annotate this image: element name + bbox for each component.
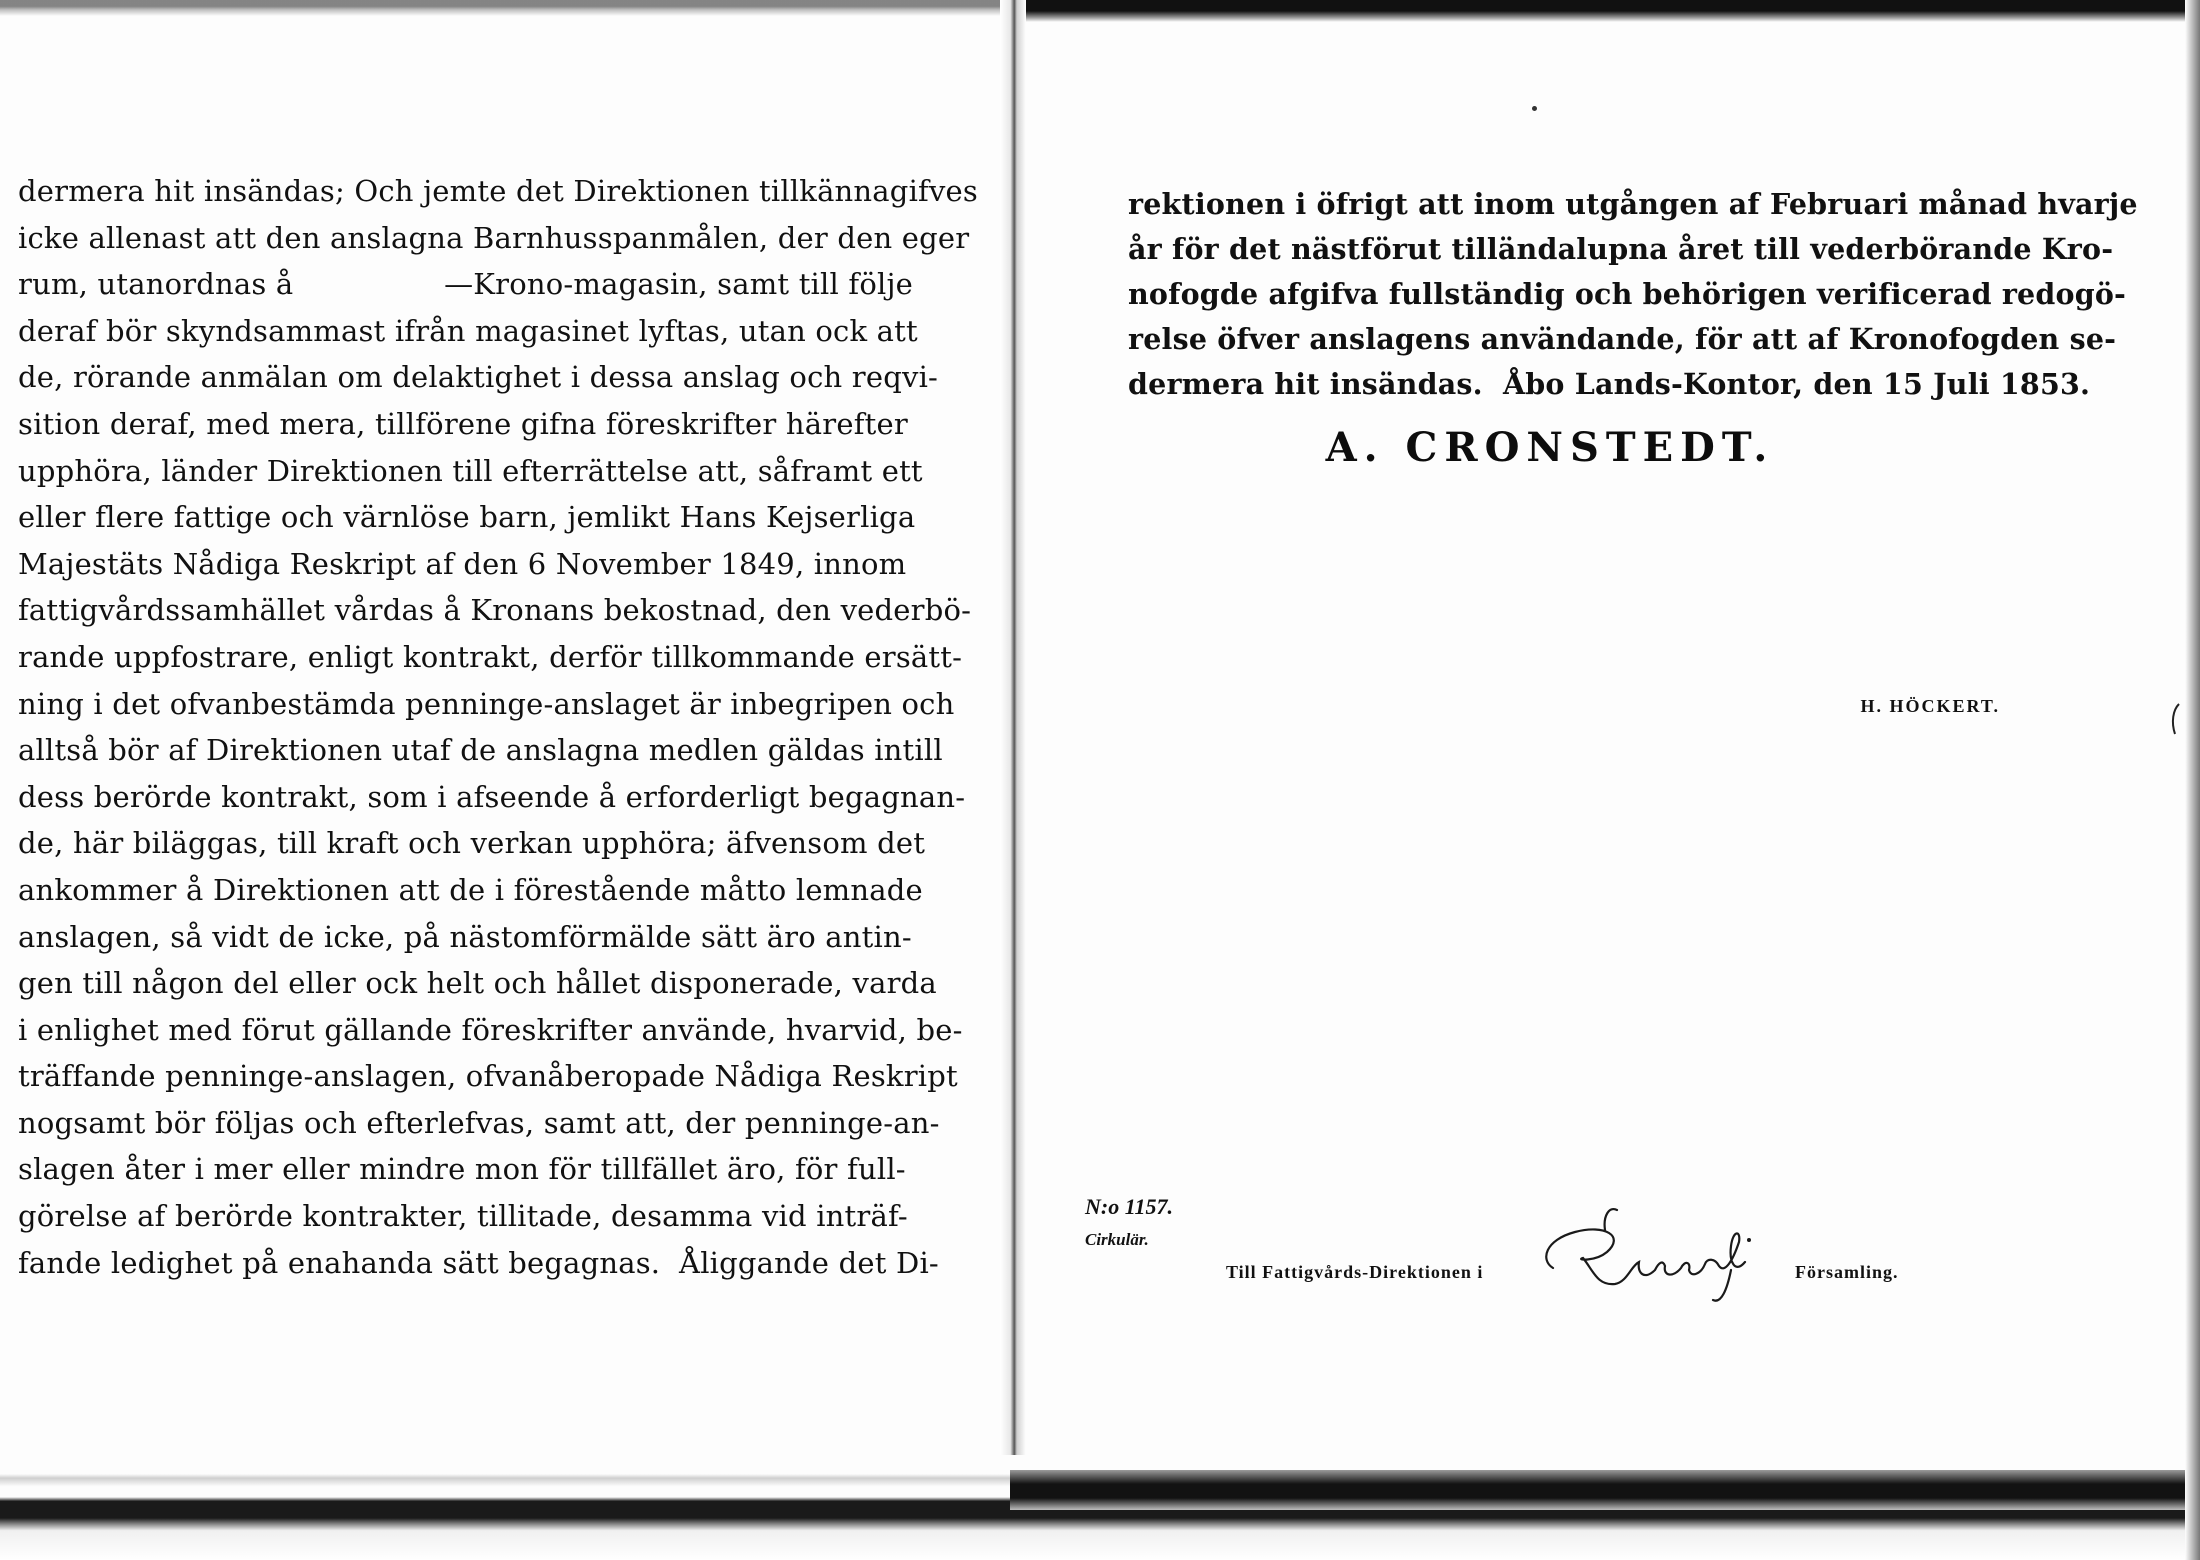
left-line: rum, utanordnas å —Krono-magasin, samt till följe [18, 267, 914, 302]
left-line: rande uppfostrare, enligt kontrakt, derför tillkommande ersätt- [18, 639, 963, 674]
edge-mark [2165, 700, 2185, 740]
left-line: dess berörde kontrakt, som i afseende å erforderligt begagnan- [18, 779, 966, 814]
left-line: de, här biläggas, till kraft och verkan upphöra; äfvensom det [18, 826, 926, 861]
left-line: gen till någon del eller ock helt och hållet disponerade, varda [18, 966, 937, 1001]
left-line: anslagen, så vidt de icke, på nästomförmälde sätt äro antin- [18, 919, 912, 954]
address-prefix: Till Fattigvårds-Direktionen i [1226, 1262, 1484, 1282]
address-suffix: Församling. [1795, 1262, 1899, 1282]
scan-bottom-band-right [1010, 1470, 2200, 1510]
signature-cronstedt: A. CRONSTEDT. [1325, 424, 1775, 471]
right-line: år för det nästförut tilländalupna året till vederbörande Kro- [1128, 232, 2114, 266]
left-line: i enlighet med förut gällande föreskrifter använde, hvarvid, be- [18, 1012, 963, 1047]
left-line: Majestäts Nådiga Reskript af den 6 November 1849, innom [18, 546, 907, 581]
circular-number: N:o 1157. [1085, 1194, 1173, 1219]
right-line: dermera hit insändas. Åbo Lands-Kontor, den 15 Juli 1853. [1128, 367, 2091, 401]
left-line: dermera hit insändas; Och jemte det Direktionen tillkännagifves [18, 174, 978, 208]
right-line: nofogde afgifva fullständig och behörigen verificerad redogö- [1128, 277, 2127, 311]
circular-label: Cirkulär. [1085, 1230, 1149, 1249]
left-line: träffande penninge-anslagen, ofvanåberopade Nådiga Reskript [18, 1059, 958, 1094]
left-line: ning i det ofvanbestämda penninge-anslaget är inbegripen och [18, 686, 955, 721]
left-line: sition deraf, med mera, tillförene gifna föreskrifter härefter [18, 406, 908, 441]
right-line: rektionen i öfrigt att inom utgången af Februari månad hvarje [1128, 187, 2138, 221]
book-gutter [1000, 0, 1026, 1500]
left-line: nogsamt bör följas och efterlefvas, samt att, der penninge-an- [18, 1105, 940, 1140]
left-line: deraf bör skyndsammast ifrån magasinet lyftas, utan ock att [18, 313, 918, 348]
scan-top-edge-right [1010, 0, 2200, 22]
left-line: alltså bör af Direktionen utaf de anslagna medlen gäldas intill [18, 733, 943, 768]
left-line: icke allenast att den anslagna Barnhusspanmålen, der den eger [18, 220, 970, 255]
left-line: eller flere fattige och värnlöse barn, jemlikt Hans Kejserliga [18, 500, 916, 535]
handwritten-parish-name [1535, 1200, 1775, 1310]
left-line: de, rörande anmälan om delaktighet i dessa anslag och reqvi- [18, 360, 939, 395]
left-line: slagen åter i mer eller mindre mon för tillfället äro, för full- [18, 1152, 906, 1187]
signature-hockert: H. HÖCKERT. [1860, 696, 2000, 716]
ink-speck [1532, 106, 1537, 111]
right-page-text [1128, 182, 2138, 407]
left-line: fande ledighet på enahanda sätt begagnas. Åliggande det Di- [18, 1245, 939, 1280]
right-line: relse öfver anslagens användande, för att af Kronofogden se- [1128, 322, 2117, 356]
left-page-text [18, 168, 978, 1286]
left-line: görelse af berörde kontrakter, tillitade, desamma vid inträf- [18, 1199, 908, 1234]
left-line: fattigvårdssamhället vårdas å Kronans bekostnad, den vederbö- [18, 593, 972, 628]
page-right-edge [2185, 0, 2200, 1560]
left-line: ankommer å Direktionen att de i förestående måtto lemnade [18, 872, 923, 907]
left-line: upphöra, länder Direktionen till efterrättelse att, såframt ett [18, 453, 923, 488]
